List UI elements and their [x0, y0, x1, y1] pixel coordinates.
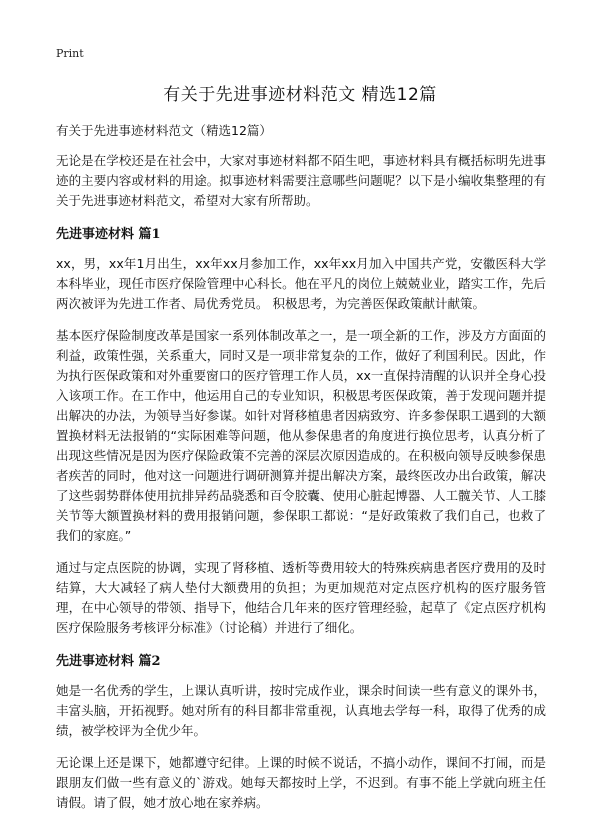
section-heading: 先进事迹材料 篇2: [56, 654, 161, 669]
paragraph: 无论课上还是课下，她都遵守纪律。上课的时候不说话，不搞小动作，课间不打闹，而是跟朋友们做一些有意义的`游戏。她每天都按时上学，不迟到。有事不能上学就向班主任请假。请了假，她才放心地在家养病。: [56, 755, 546, 810]
paragraph: 她是一名优秀的学生，上课认真听讲，按时完成作业，课余时间读一些有意义的课外书，丰富头脑，开拓视野。她对所有的科目都非常重视，认真地去学每一科，取得了优秀的成绩，被学校评为全优少年。: [56, 683, 546, 738]
article-subtitle: 有关于先进事迹材料范文（精选12篇）: [56, 123, 272, 138]
section-heading: 先进事迹材料 篇1: [56, 227, 161, 242]
paragraph: xx，男，xx年1月出生，xx年xx月参加工作，xx年xx月加入中国共产党，安徽医科大学本科毕业，现任市医疗保险管理中心科长。他在平凡的岗位上兢兢业业，踏实工作，先后两次被评为先进工作者、局优秀党员。 积极思考，为完善医保政策献计献策。: [56, 256, 546, 311]
intro-paragraph: 无论是在学校还是在社会中，大家对事迹材料都不陌生吧，事迹材料具有概括标明先进事迹的主要内容或材料的用途。拟事迹材料需要注意哪些问题呢？以下是小编收集整理的有关于先进事迹材料范文，希望对大家有所帮助。: [56, 153, 546, 208]
page-title: 有关于先进事迹材料范文 精选12篇: [163, 85, 437, 105]
article-body: [56, 121, 546, 825]
print-link[interactable]: Print: [56, 47, 84, 60]
paragraph: 基本医疗保险制度改革是国家一系列体制改革之一，是一项全新的工作，涉及方方面面的利益，政策性强，关系重大，同时又是一项非常复杂的工作，做好了利国利民。因此，作为执行医保政策和对外重要窗口的医疗管理工作人员，xx一直保持清醒的认识并全身心投入该项工作。在工作中，他运用自己的专业知识，积极思考医保政策，善于发现问题并提出解决的办法，为领导当好参谋。如针对肾移植患者因病致穷、许多参保职工遇到的大额置换材料无法报销的“实际困难等问题，他从参保患者的角度进行换位思考，认真分析了出现这些情况是因为医疗保险政策不完善的深层次原因造成的。在积极向领导反映参保患者疾苦的同时，他对这一问题进行调研测算并提出解决方案，最终医改办出台政策，解决了这些弱势群体使用抗排异药品骁悉和百令胶囊、使用心脏起博器、人工髋关节、人工膝关节等大额置换材料的费用报销问题，参保职工都说：“是好政策救了我们自己，也救了我们的家庭。”: [56, 328, 546, 543]
paragraph: 通过与定点医院的协调，实现了肾移植、透析等费用较大的特殊疾病患者医疗费用的及时结算，大大减轻了病人垫付大额费用的负担；为更加规范对定点医疗机构的医疗服务管理，在中心领导的带领、指导下，他结合几年来的医疗管理经验，起草了《定点医疗机构医疗保险服务考核评分标准》（讨论稿）并进行了细化。: [56, 560, 546, 635]
